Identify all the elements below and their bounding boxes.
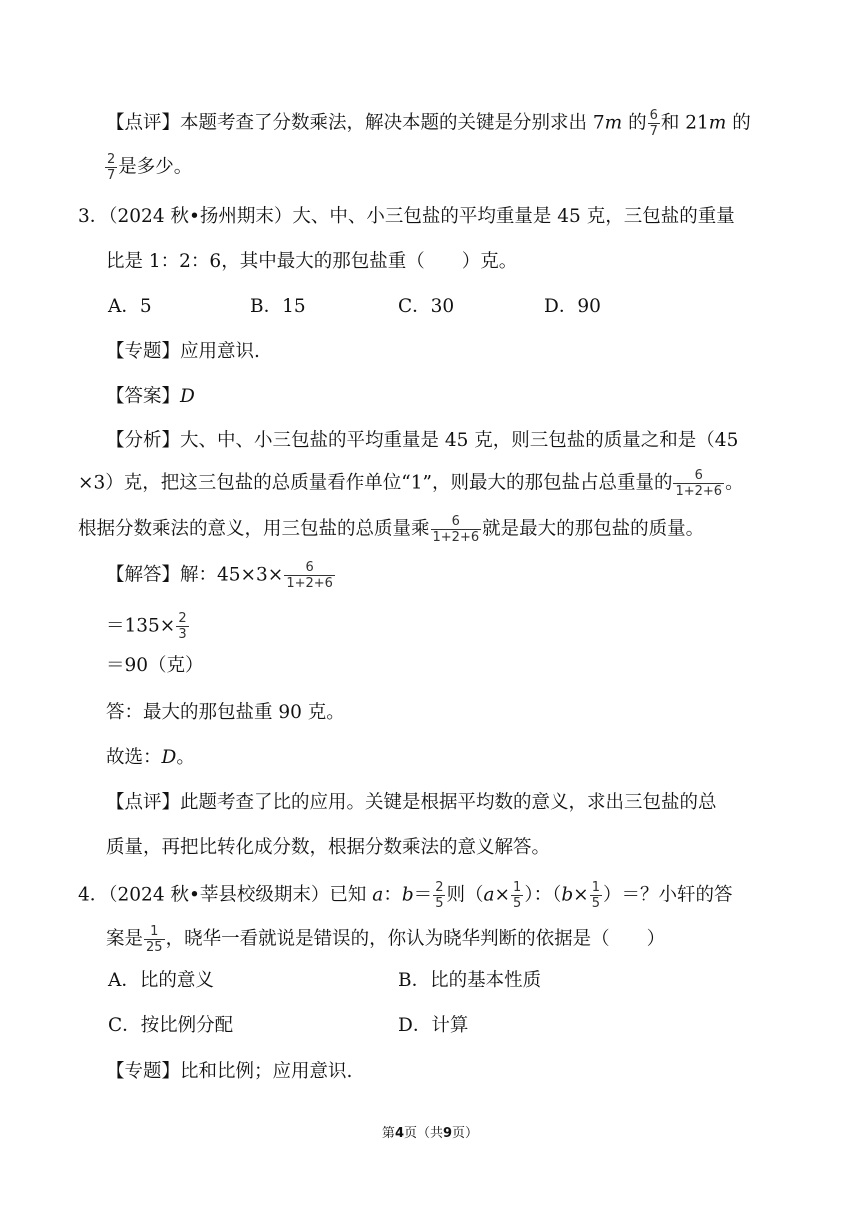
footer-text: 第	[381, 1126, 395, 1141]
denominator: 3	[178, 627, 187, 642]
q3-analysis-line2	[78, 468, 744, 499]
denominator: 7	[649, 124, 658, 139]
denominator: 1+2+6	[432, 530, 480, 545]
fraction	[648, 108, 660, 139]
denominator: 1+2+6	[286, 576, 333, 591]
text: ×	[573, 884, 589, 906]
footer-text: 页）	[452, 1126, 479, 1141]
numerator: 2	[435, 880, 444, 895]
variable: m	[604, 112, 623, 134]
fraction	[144, 924, 165, 955]
text: 【点评】本题考查了分数乘法，解决本题的关键是分别求出 7	[106, 112, 605, 134]
q3-solution-line4: 答：最大的那包盐重 90 克。	[106, 702, 345, 723]
fraction	[511, 880, 523, 911]
numerator: 2	[178, 611, 187, 626]
q3-topic: 【专题】应用意识.	[106, 341, 260, 362]
q3-analysis-line1: 【分析】大、中、小三包盐的平均重量是 45 克，则三包盐的质量之和是（45	[106, 430, 739, 451]
page-footer	[0, 1122, 860, 1141]
fraction	[673, 468, 724, 499]
prev-comment-line1	[106, 108, 751, 139]
text: 案是	[106, 928, 144, 950]
q3-option-a: A．5	[108, 296, 152, 317]
text: 4．（2024 秋•莘县校级期末）已知	[78, 884, 373, 906]
q3-choice	[106, 746, 195, 770]
q4-topic: 【专题】比和比例；应用意识.	[106, 1061, 353, 1082]
q4-option-c: C．按比例分配	[108, 1015, 234, 1036]
footer-text: 页（共	[403, 1126, 443, 1141]
text: 则（	[446, 884, 484, 906]
text: 的	[622, 112, 647, 134]
text: 和 21	[660, 112, 709, 134]
answer-label: 【答案】	[106, 386, 181, 407]
total-pages: 9	[443, 1126, 453, 1141]
variable: b	[401, 884, 414, 906]
variable: a	[372, 884, 384, 906]
text: 是多少。	[118, 156, 193, 178]
text: ＝	[413, 884, 433, 906]
text: ×3）克，把这三包盐的总质量看作单位“1”，则最大的那包盐占总重量的	[78, 472, 673, 494]
text: ×	[494, 884, 511, 906]
fraction	[431, 514, 482, 545]
text: ＝135×	[106, 615, 176, 637]
fraction	[433, 880, 445, 911]
text: 的	[726, 112, 751, 134]
q3-stem-line1: 3．（2024 秋•扬州期末）大、中、小三包盐的平均重量是 45 克，三包盐的重量	[78, 206, 735, 227]
q3-solution-line1	[106, 560, 336, 591]
numerator: 1	[591, 880, 600, 895]
q4-option-a: A．比的意义	[108, 970, 214, 991]
denominator: 7	[107, 168, 116, 183]
numerator: 2	[107, 152, 116, 167]
text: 。	[725, 472, 744, 494]
denominator: 1+2+6	[675, 484, 723, 499]
q3-option-d: D．90	[544, 296, 601, 317]
text: ）：（	[524, 884, 562, 906]
denominator: 5	[435, 896, 444, 911]
numerator: 6	[284, 560, 335, 576]
variable: b	[561, 884, 574, 906]
numerator: 6	[431, 514, 482, 530]
q3-solution-line2	[106, 611, 190, 642]
fraction	[590, 880, 602, 911]
fraction	[284, 560, 335, 591]
denominator: 5	[513, 896, 522, 911]
q3-option-c: C．30	[398, 296, 455, 317]
q3-comment-line1: 【点评】此题考查了比的应用。关键是根据平均数的意义，求出三包盐的总	[106, 792, 717, 813]
q3-option-b: B．15	[250, 296, 306, 317]
text: 。	[176, 747, 195, 768]
q3-stem-line2: 比是 1：2：6，其中最大的那包盐重（ ）克。	[106, 251, 518, 272]
numerator: 1	[513, 880, 522, 895]
choice-value: D	[161, 747, 177, 768]
variable: a	[483, 884, 495, 906]
numerator: 1	[144, 924, 165, 940]
prev-comment-line2	[104, 152, 192, 183]
page-number: 4	[394, 1126, 404, 1141]
text: ）＝？小轩的答	[602, 884, 733, 906]
denominator: 25	[146, 940, 163, 955]
q4-stem-line1	[78, 880, 732, 911]
q4-stem-line2	[106, 924, 665, 955]
numerator: 6	[649, 108, 658, 123]
text: 根据分数乘法的意义，用三包盐的总质量乘	[78, 518, 430, 540]
q4-option-d: D．计算	[398, 1015, 469, 1036]
q3-analysis-line3	[78, 514, 704, 545]
answer-value: D	[180, 386, 195, 407]
q3-answer	[106, 385, 195, 409]
q3-comment-line2: 质量，再把比转化成分数，根据分数乘法的意义解答。	[106, 837, 551, 858]
q3-solution-line3: ＝90（克）	[106, 655, 204, 676]
fraction	[176, 611, 188, 642]
q4-option-b: B．比的基本性质	[398, 970, 542, 991]
text: 就是最大的那包盐的质量。	[482, 518, 705, 540]
text: ，晓华一看就说是错误的，你认为晓华判断的依据是（ ）	[165, 928, 666, 950]
text: 【解答】解：45×3×	[106, 564, 284, 586]
fraction	[105, 152, 117, 183]
denominator: 5	[591, 896, 600, 911]
text: ：	[383, 884, 402, 906]
numerator: 6	[673, 468, 724, 484]
variable: m	[708, 112, 727, 134]
text: 故选：	[106, 747, 162, 768]
